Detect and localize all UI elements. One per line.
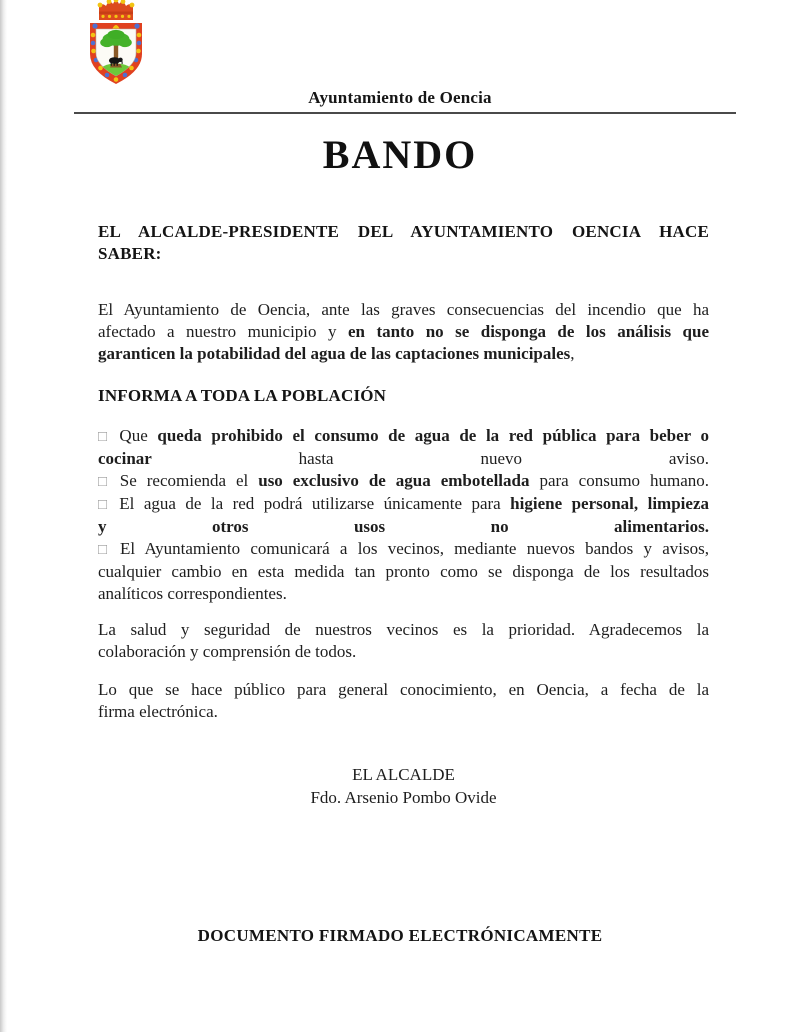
bullet1-line-1: □ Que queda prohibido el consumo de agua de la red pública para beber o [98, 426, 710, 445]
signature-role: EL ALCALDE [352, 765, 455, 784]
intro-line-1: El Ayuntamiento de Oencia, ante las graves consecuencias del incendio que ha [98, 300, 709, 319]
document-title: BANDO [322, 132, 478, 177]
closing2-line-1: Lo que se hace público para general conocimiento, en Oencia, a fecha de la [98, 680, 709, 699]
municipality-name: Ayuntamiento de Oencia [308, 88, 492, 107]
checkbox-bullet-icon: □ [98, 429, 113, 445]
bullet4-line-3: analíticos correspondientes. [98, 584, 287, 603]
closing1-line-1: La salud y seguridad de nuestros vecinos es la prioridad. Agradecemos la [98, 620, 709, 639]
issuer-line-1: EL ALCALDE-PRESIDENTE DEL AYUNTAMIENTO OENCIA HACE [98, 222, 709, 241]
header-divider [74, 112, 736, 114]
checkbox-bullet-icon: □ [98, 497, 113, 513]
list-item [98, 538, 709, 605]
measures-list [98, 425, 709, 605]
list-item [98, 470, 709, 493]
closing-paragraph-2 [98, 679, 709, 723]
proclamation-body [98, 221, 709, 809]
closing1-line-2: colaboración y comprensión de todos. [98, 642, 357, 661]
bullet4-line-2: cualquier cambio en esta medida tan pronto como se disponga de los resultados [98, 562, 709, 581]
intro-line-3: garanticen la potabilidad del agua de las captaciones municipales, [98, 344, 575, 363]
bullet1-line-2: cocinar hasta nuevo aviso. [98, 449, 709, 468]
issuer-statement [98, 221, 709, 265]
closing2-line-2: firma electrónica. [98, 702, 218, 721]
shield [90, 23, 142, 84]
crown [98, 0, 135, 20]
signature-block [98, 763, 709, 809]
issuer-line-2: SABER: [98, 244, 162, 263]
intro-line-2: afectado a nuestro municipio y en tanto no se disponga de los análisis que [98, 322, 709, 341]
signature-name: Fdo. Arsenio Pombo Ovide [310, 788, 497, 807]
coat-of-arms-svg [84, 0, 148, 86]
checkbox-bullet-icon: □ [98, 474, 113, 490]
bullet3-line-2: y otros usos no alimentarios. [98, 517, 709, 536]
list-item [98, 425, 709, 470]
oencia-coat-of-arms [84, 0, 148, 86]
list-item [98, 493, 709, 538]
closing-paragraph-1 [98, 619, 709, 663]
bullet4-line-1: □ El Ayuntamiento comunicará a los vecinos, mediante nuevos bandos y avisos, [98, 539, 709, 558]
electronic-signature-notice: DOCUMENTO FIRMADO ELECTRÓNICAMENTE [197, 926, 603, 945]
checkbox-bullet-icon: □ [98, 542, 114, 558]
bullet2-line: □ Se recomienda el uso exclusivo de agua embotellada para consumo humano. [98, 471, 710, 490]
intro-paragraph [98, 299, 709, 365]
bullet3-line-1: □ El agua de la red podrá utilizarse únicamente para higiene personal, limpieza [98, 494, 709, 513]
informs-heading: INFORMA A TODA LA POBLACIÓN [98, 386, 387, 405]
